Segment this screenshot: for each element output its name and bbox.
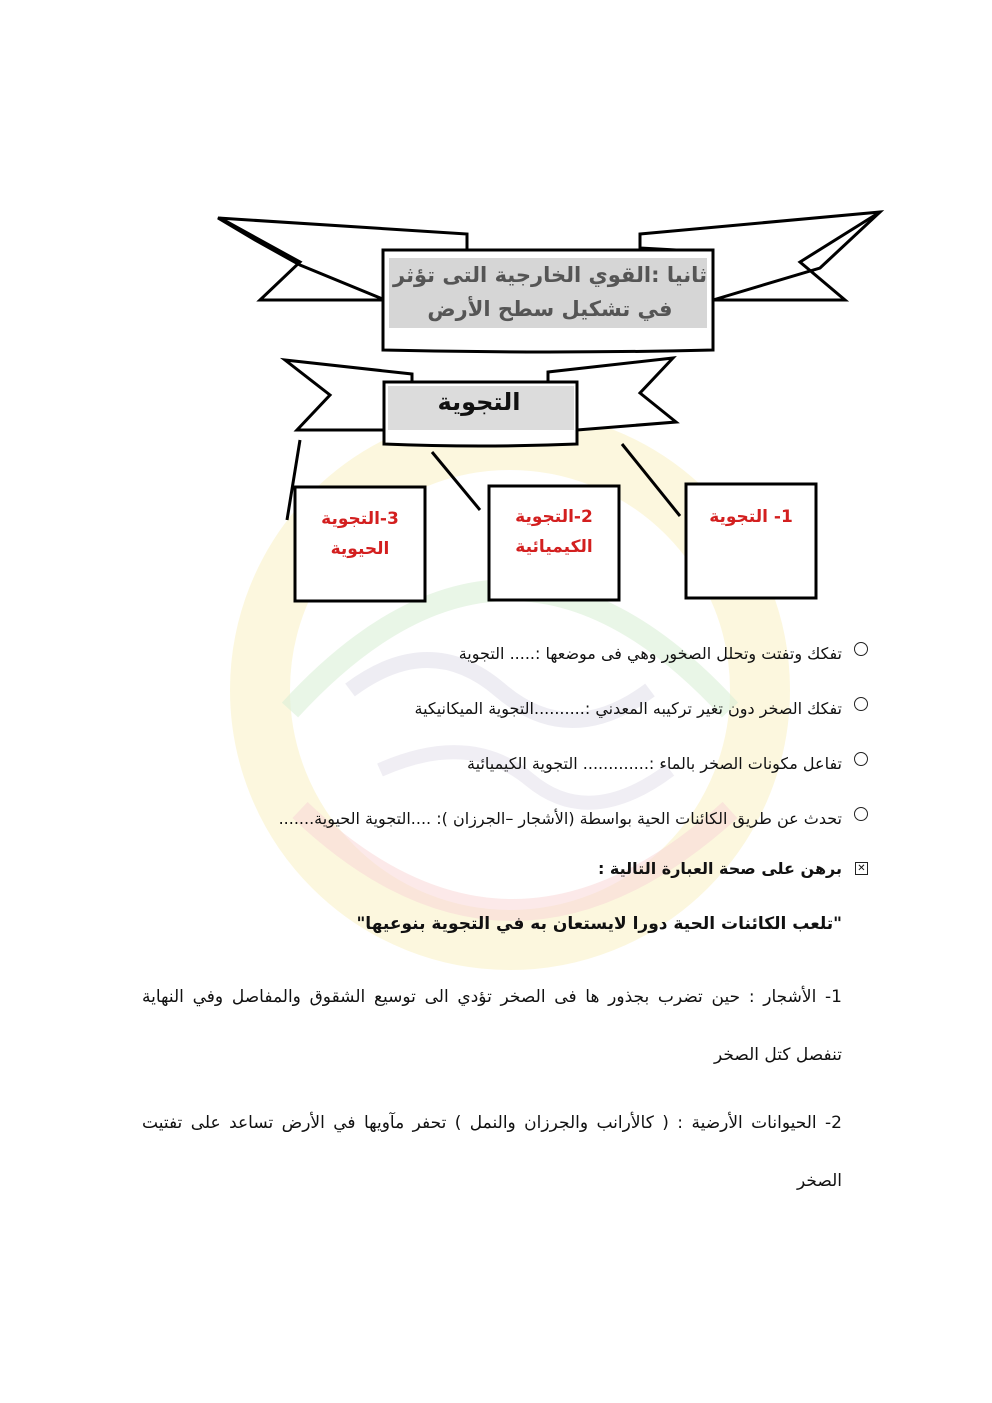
diagram-subtitle: التجوية bbox=[437, 388, 521, 416]
circle-bullet-icon bbox=[854, 752, 868, 766]
circle-bullet-icon bbox=[854, 807, 868, 821]
box-label-weathering: 1- التجوية bbox=[709, 507, 793, 527]
boxed-x-icon: ✕ bbox=[855, 862, 868, 875]
box-label-biological: 3-التجوية الحيوية bbox=[321, 509, 399, 559]
list-item-text: تفكك وتفتت وتحلل الصخور وهي فى موضعها :..... التجوية bbox=[458, 644, 842, 663]
paragraph-trees: 1- الأشجار : حين تضرب بجذور ها فى الصخر تؤدي الى توسيع الشقوق والمفاصل وفي النهاية تنفصل كتل الصخر bbox=[142, 987, 842, 1065]
list-item-text: تفكك الصخر دون تغير تركيبه المعدني :..........التجوية الميكانيكية bbox=[414, 699, 842, 718]
circle-bullet-icon bbox=[854, 697, 868, 711]
proof-heading bbox=[142, 855, 866, 883]
diagram-title: ثانيا :القوي الخارجية التى تؤثر في تشكيل سطح الأرض bbox=[393, 263, 707, 321]
list-item-text: تحدث عن طريق الكائنات الحية بواسطة (الأشجار –الجرزان ): ....التجوية الحيوية....... bbox=[278, 809, 842, 828]
list-item bbox=[122, 695, 842, 750]
definitions-list bbox=[122, 640, 842, 860]
paragraph-animals: 2- الحيوانات الأرضية : ( كالأرانب والجرزان والنمل ) تحفر مآويها في الأرض تساعد على تفتيت الصخر bbox=[142, 1113, 842, 1191]
box-label-chemical: 2-التجوية الكيميائية bbox=[515, 507, 593, 557]
proof-statement: "تلعب الكائنات الحية دورا لايستعان به في التجوية بنوعيها" bbox=[356, 914, 842, 934]
list-item bbox=[122, 640, 842, 695]
proof-heading-text: برهن على صحة العبارة التالية : bbox=[597, 859, 842, 878]
list-item bbox=[122, 805, 842, 860]
connector-line-1 bbox=[622, 444, 680, 516]
list-item bbox=[122, 750, 842, 805]
list-item-text: تفاعل مكونات الصخر بالماء :............. التجوية الكيميائية bbox=[467, 754, 842, 773]
circle-bullet-icon bbox=[854, 642, 868, 656]
connector-line-2 bbox=[432, 452, 480, 510]
